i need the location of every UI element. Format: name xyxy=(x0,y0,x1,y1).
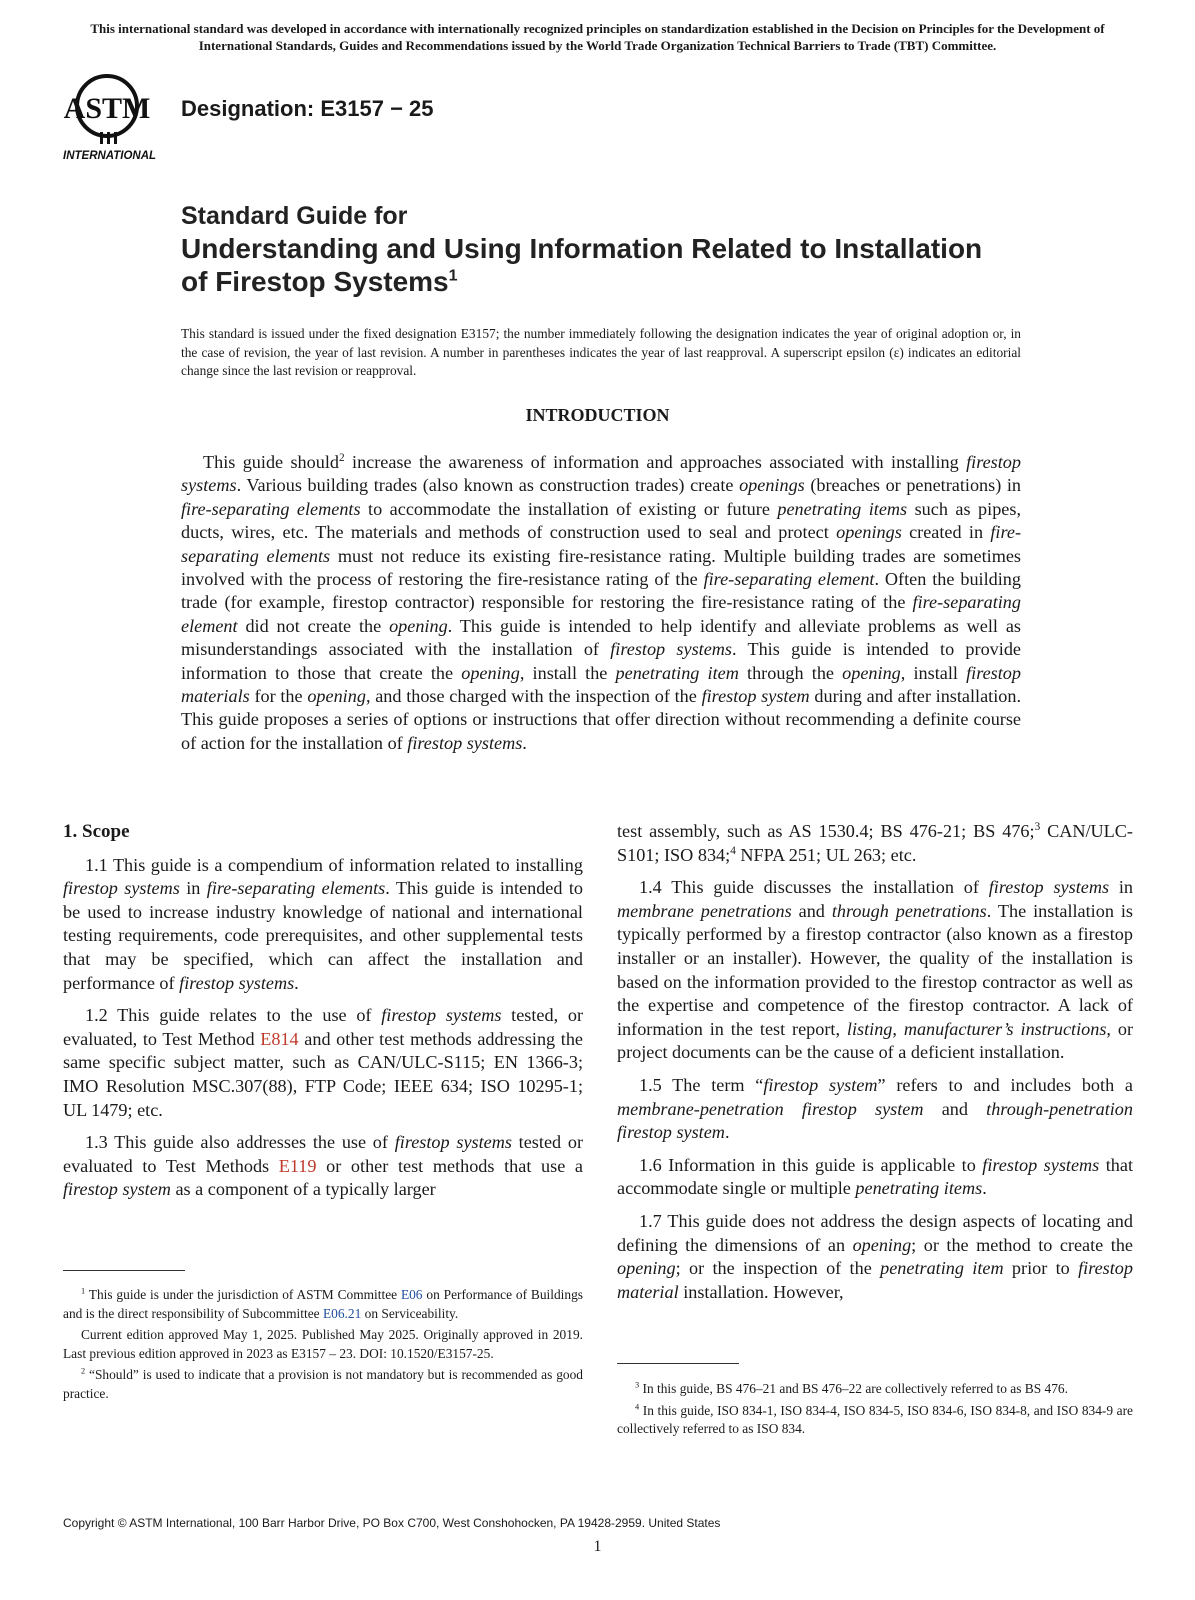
footnote-ref: 3 xyxy=(1034,820,1041,833)
page-number: 1 xyxy=(593,1538,602,1555)
paragraph-1-6: 1.6 Information in this guide is applicable to firestop systems that accommodate single or multiple penetrating items. xyxy=(617,1154,1134,1199)
paragraph-1-3-continued: test assembly, such as AS 1530.4; BS 476-21; BS 476;$^3$ CAN/ULC-S101; ISO 834;$^4$ NFPA 251; UL 263; etc. xyxy=(617,820,1133,865)
title-line-2: Understanding and Using Information Related to Installation xyxy=(181,233,983,264)
title-footnote-mark: 1 xyxy=(448,267,458,285)
paragraph-1-2: 1.2 This guide relates to the use of firestop systems tested, or evaluated, to Test Method E814 and other test methods addressing the same specific subject matter, such as CAN/ULC-S115; EN 1366-3; IMO Resolution MSC.307(88), FTP Code; IEEE 634; ISO 10295-1; UL 1479; etc. xyxy=(63,1005,584,1120)
link-e119[interactable]: E119 xyxy=(278,1155,317,1176)
paragraph-1-5: 1.5 The term “firestop system” refers to and includes both a membrane-penetration firestop system and through-penetration firestop system. xyxy=(617,1074,1133,1143)
link-e06-21[interactable]: E06.21 xyxy=(322,1305,362,1321)
document-title xyxy=(181,200,1081,298)
paragraph-1-4: 1.4 This guide discusses the installation of firestop systems in membrane penetrations and through penetrations. The installation is typically performed by a firestop contractor (also known as a firestop installer or an installer). However, the quality of the installation is based on the information provided to the firestop contractor as well as the expertise and competence of the firestop contractor. A lack of information in the test report, listing, manufacturer’s instructions, or project documents can be the cause of a deficient installation. xyxy=(617,877,1134,1063)
title-line-1: Standard Guide for xyxy=(181,202,408,230)
edition-note: Current edition approved May 1, 2025. Published May 2025. Originally approved in 2019. Last previous edition approved in 2023 as E3157 – 23. DOI: 10.1520/E3157-25. xyxy=(63,1327,583,1361)
footnote-rule-right xyxy=(617,1363,739,1364)
footnote-ref: 4 xyxy=(730,844,736,857)
logo-subtext: INTERNATIONAL xyxy=(63,150,157,162)
paragraph-1-3: 1.3 This guide also addresses the use of firestop systems tested or evaluated to Test Methods E119 or other test methods that use a firestop system as a component of a typically larger xyxy=(63,1132,584,1200)
footnote-ref: 2 xyxy=(339,451,345,464)
link-e814[interactable]: E814 xyxy=(260,1028,299,1049)
right-column xyxy=(617,820,1133,1313)
title-line-3: of Firestop Systems xyxy=(181,266,449,297)
footnote-rule-left xyxy=(63,1270,185,1271)
footnotes-right xyxy=(617,1380,1133,1442)
standard-note: This standard is issued under the fixed designation E3157; the number immediately following the designation indicates the year of original adoption or, in the case of revision, the year of last revision. A number in parentheses indicates the year of last reapproval. A superscript epsilon (ε) indicates an editorial change since the last revision or reapproval. xyxy=(181,326,1021,378)
designation: Designation: E3157 − 25 xyxy=(181,96,434,121)
tbt-notice: This international standard was developed in accordance with internationally recognized principles on standardization established in the Decision on Principles for the Development of International Standards, Guides and Recommendations issued by the World Trade Organization Technical Barriers to Trade (TBT) Committee. xyxy=(90,21,1105,53)
scope-heading: 1. Scope xyxy=(63,821,130,842)
footnote-3: $^3$ In this guide, BS 476–21 and BS 476–22 are collectively referred to as BS 476. xyxy=(635,1380,1068,1396)
footnote-1: $^1$ This guide is under the jurisdiction of ASTM Committee E06 on Performance of Buildings and is the direct responsibility of Subcommittee E06.21 on Serviceability. xyxy=(63,1286,583,1321)
introduction-text: This guide should$^2$ increase the awareness of information and approaches associated with installing firestop systems. Various building trades (also known as construction trades) create openings (breaches or penetrations) in fire-separating elements to accommodate the installation of existing or future penetrating items such as pipes, ducts, wires, etc. The materials and methods of construction used to seal and protect openings created in fire-separating elements must not reduce its existing fire-resistance rating. Multiple building trades are sometimes involved with the process of restoring the fire-resistance rating of the fire-separating element. Often the building trade (for example, firestop contractor) responsible for restoring the fire-resistance rating of the fire-separating element did not create the opening. This guide is intended to help identify and alleviate problems as well as misunderstandings associated with the installation of firestop systems. This guide is intended to provide information to those that create the opening, install the penetrating item through the opening, install firestop materials for the opening, and those charged with the inspection of the firestop system during and after installation. This guide proposes a series of options or instructions that offer direction without recommending a definite course of action for the installation of firestop systems. xyxy=(181,451,1022,753)
left-column xyxy=(63,820,583,1211)
introduction-heading: INTRODUCTION xyxy=(525,405,670,425)
paragraph-1-7: 1.7 This guide does not address the design aspects of locating and defining the dimensions of an opening; or the method to create the opening; or the inspection of the penetrating item prior to firestop material installation. However, xyxy=(617,1210,1133,1302)
footnotes-left xyxy=(63,1286,583,1406)
copyright: Copyright © ASTM International, 100 Barr Harbor Drive, PO Box C700, West Conshohocken, PA 19428-2959. United States xyxy=(63,1516,721,1530)
astm-logo xyxy=(60,68,168,164)
link-e06[interactable]: E06 xyxy=(400,1287,423,1302)
logo-text: ASTM xyxy=(63,92,151,125)
footnote-2: $^2$ “Should” is used to indicate that a provision is not mandatory but is recommended as good practice. xyxy=(63,1366,583,1401)
paragraph-1-1: 1.1 This guide is a compendium of information related to installing firestop systems in fire-separating elements. This guide is intended to be used to increase industry knowledge of national and international testing requirements, code prerequisites, and other supplemental tests that may be specified, which can affect the installation and performance of firestop systems. xyxy=(63,854,583,993)
footnote-4: $^4$ In this guide, ISO 834-1, ISO 834-4, ISO 834-5, ISO 834-6, ISO 834-8, and ISO 834-9 are collectively referred to as ISO 834. xyxy=(617,1402,1133,1436)
